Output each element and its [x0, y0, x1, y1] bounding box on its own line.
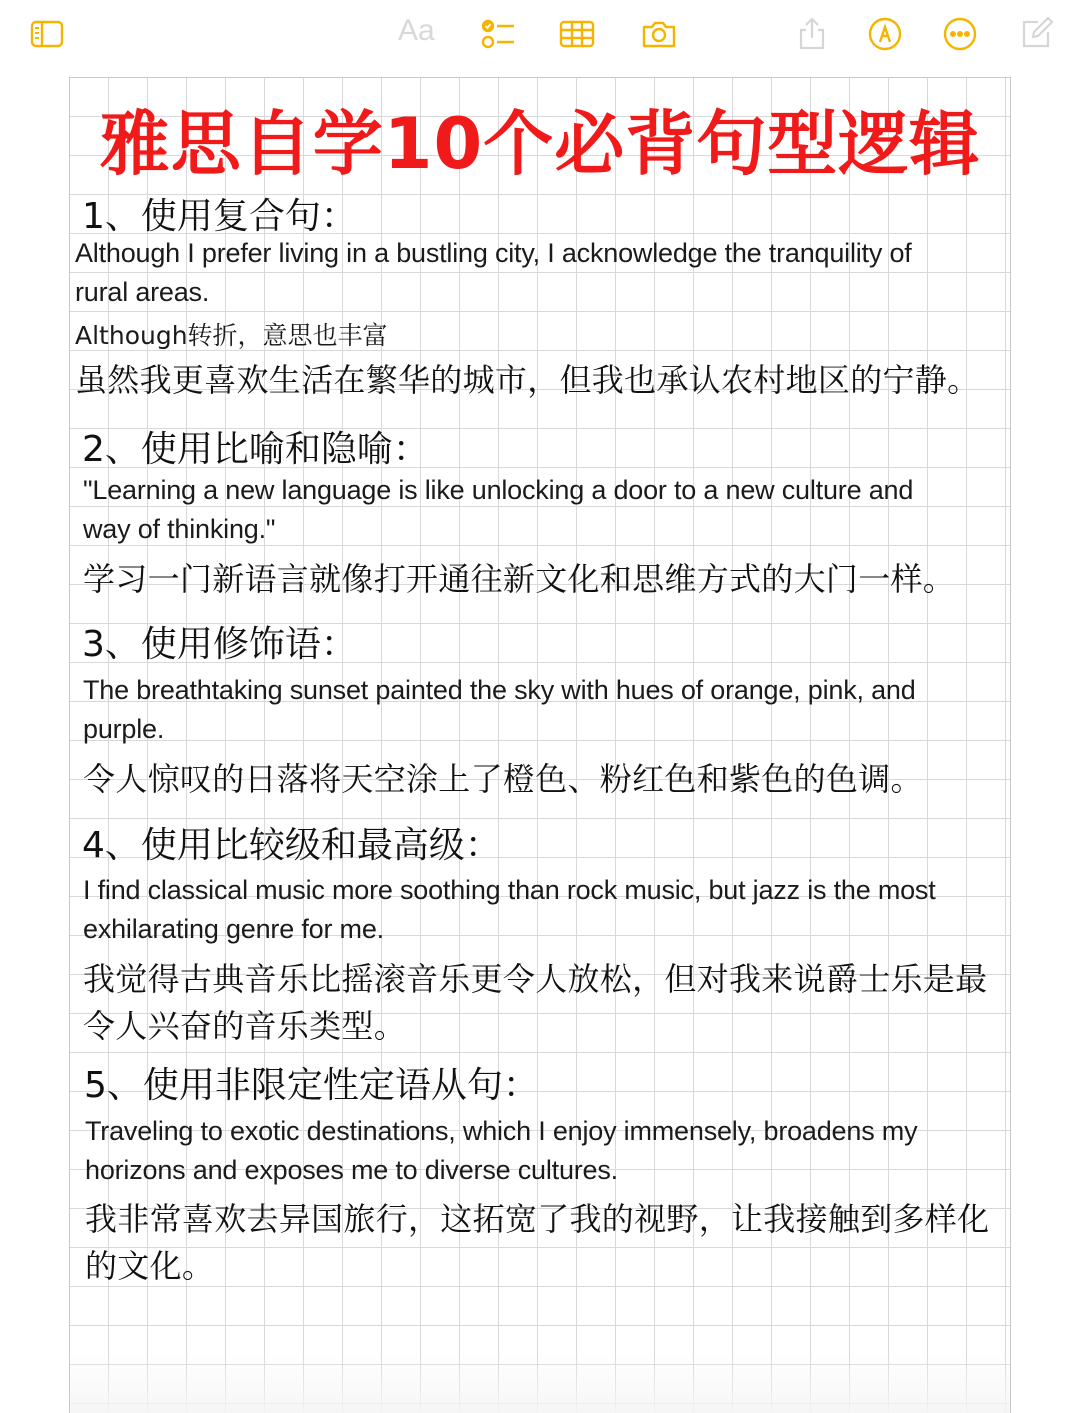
section-heading[interactable]: 1、使用复合句： [82, 196, 357, 237]
chinese-translation-line[interactable]: 我非常喜欢去异国旅行，这拓宽了我的视野，让我接触到多样化 [85, 1200, 990, 1238]
compose-icon[interactable] [1017, 16, 1055, 52]
english-sentence-line[interactable]: Traveling to exotic destinations, which I enjoy immensely, broadens my [85, 1116, 918, 1146]
note-title[interactable]: 雅思自学10个必背句型逻辑 [99, 103, 981, 185]
section-heading[interactable]: 2、使用比喻和隐喻： [82, 429, 429, 470]
chinese-translation-line[interactable]: 虽然我更喜欢生活在繁华的城市，但我也承认农村地区的宁静。 [75, 361, 980, 399]
font-format-button[interactable]: Aa [398, 14, 435, 47]
chinese-translation-line[interactable]: 令人兴奋的音乐类型。 [83, 1007, 407, 1045]
section-heading[interactable]: 5、使用非限定性定语从句： [84, 1065, 539, 1106]
markup-pen-icon[interactable] [866, 16, 904, 52]
english-sentence-line[interactable]: Although I prefer living in a bustling city, I acknowledge the tranquility of [75, 238, 912, 268]
english-sentence-line[interactable]: rural areas. [75, 277, 210, 307]
english-sentence-line[interactable]: horizons and exposes me to diverse cultures. [85, 1155, 618, 1185]
chinese-translation-line[interactable]: 的文化。 [85, 1247, 215, 1285]
camera-icon[interactable] [640, 16, 678, 52]
section-heading[interactable]: 4、使用比较级和最高级： [82, 825, 501, 866]
sidebar-icon[interactable] [28, 16, 66, 52]
share-icon[interactable] [793, 16, 831, 52]
english-sentence-line[interactable]: purple. [83, 714, 165, 744]
english-sentence-line[interactable]: The breathtaking sunset painted the sky with hues of orange, pink, and [83, 675, 916, 705]
chinese-translation-line[interactable]: 令人惊叹的日落将天空涂上了橙色、粉红色和紫色的色调。 [83, 760, 923, 798]
more-icon[interactable] [941, 16, 979, 52]
english-sentence-line[interactable]: exhilarating genre for me. [83, 914, 384, 944]
chinese-translation-line[interactable]: 我觉得古典音乐比摇滚音乐更令人放松，但对我来说爵士乐是最 [83, 960, 988, 998]
chinese-translation-line[interactable]: 学习一门新语言就像打开通往新文化和思维方式的大门一样。 [83, 560, 956, 598]
english-sentence-line[interactable]: "Learning a new language is like unlocking a door to a new culture and [83, 475, 914, 505]
table-icon[interactable] [558, 16, 596, 52]
english-sentence-line[interactable]: way of thinking." [83, 514, 276, 544]
page-bottom-fade [70, 1353, 1010, 1413]
english-sentence-line[interactable]: I find classical music more soothing than rock music, but jazz is the most [83, 875, 936, 905]
section-heading[interactable]: 3、使用修饰语： [82, 624, 357, 665]
checklist-icon[interactable] [479, 16, 517, 52]
notes-toolbar [0, 0, 1080, 70]
grammar-remark[interactable]: Although转折，意思也丰富 [75, 321, 388, 350]
